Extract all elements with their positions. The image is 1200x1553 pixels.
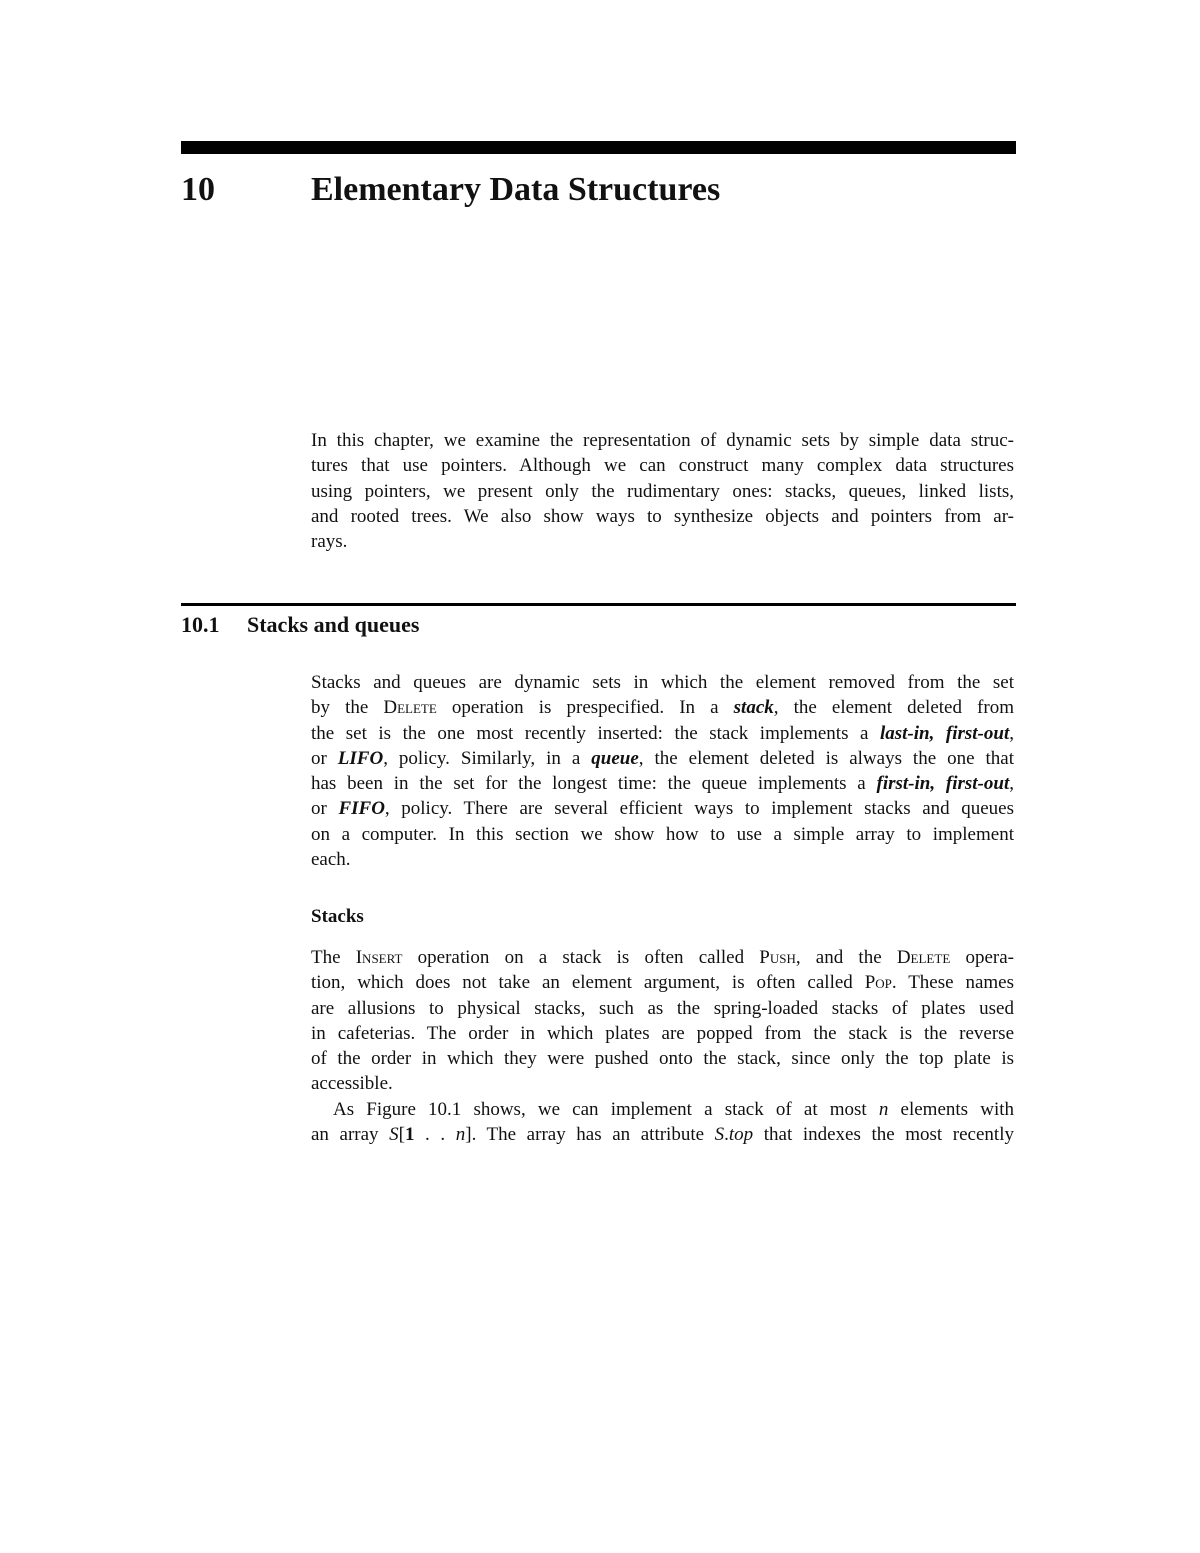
- paragraph-line: in cafeterias. The order in which plates are popped from the stack is the reverse: [311, 1022, 1014, 1044]
- paragraph-line: tion, which does not take an element argument, is often called Pop. These names: [311, 972, 1015, 994]
- array-S: S: [389, 1124, 399, 1146]
- delete-operation: Delete: [896, 947, 951, 968]
- chapter-top-rule: [181, 141, 1016, 154]
- subsection-title-stacks: Stacks: [311, 906, 364, 927]
- section-rule: [181, 603, 1016, 606]
- section-number: 10.1: [181, 612, 220, 637]
- term-first-in-first-out: first-in, first-out: [876, 773, 1010, 795]
- intro-line: using pointers, we present only the rudimentary ones: stacks, queues, linked lists,: [311, 480, 1014, 502]
- term-queue: queue: [591, 747, 639, 769]
- paragraph-line: are allusions to physical stacks, such as the spring-loaded stacks of plates used: [311, 997, 1014, 1019]
- paragraph-line: of the order in which they were pushed onto the stack, since only the top plate is: [311, 1048, 1014, 1070]
- term-last-in-first-out: last-in, first-out: [879, 722, 1010, 744]
- intro-line: rays.: [311, 531, 348, 553]
- paragraph-line: or FIFO, policy. There are several efficient ways to implement stacks and queues: [311, 798, 1015, 820]
- paragraph-line: or LIFO, policy. Similarly, in a queue, the element deleted is always the one that: [311, 747, 1014, 769]
- intro-line: and rooted trees. We also show ways to synthesize objects and pointers from ar-: [311, 505, 1014, 527]
- term-stack: stack: [733, 697, 774, 719]
- attribute-S-top: S.top: [714, 1124, 754, 1146]
- paragraph-line: As Figure 10.1 shows, we can implement a stack of at most n elements with: [333, 1098, 1014, 1120]
- pop-operation: Pop: [864, 972, 892, 994]
- paragraph-line: the set is the one most recently inserted: the stack implements a last-in, first-out,: [311, 722, 1014, 744]
- paragraph-line: accessible.: [311, 1073, 393, 1095]
- intro-line: In this chapter, we examine the representation of dynamic sets by simple data struc-: [311, 430, 1014, 451]
- chapter-number: 10: [181, 171, 215, 208]
- paragraph-line: each.: [311, 849, 351, 871]
- term-lifo: LIFO: [337, 747, 384, 769]
- chapter-title: Elementary Data Structures: [311, 171, 721, 208]
- stacks-paragraph-1: [311, 945, 1014, 1147]
- paragraph-line: by the Delete operation is prespecified. In a stack, the element deleted from: [311, 697, 1014, 719]
- variable-n: n: [878, 1098, 889, 1120]
- insert-operation: Insert: [355, 947, 403, 968]
- paragraph-line: an array S[1 . . n]. The array has an attribute S.top that indexes the most recently: [311, 1124, 1014, 1146]
- paragraph-line: has been in the set for the longest time: the queue implements a first-in, first-out,: [311, 773, 1014, 795]
- intro-paragraph: [311, 428, 1014, 554]
- push-operation: Push: [759, 947, 796, 968]
- section-title: Stacks and queues: [247, 612, 420, 637]
- paragraph-line: on a computer. In this section we show how to use a simple array to implement: [311, 823, 1014, 845]
- delete-operation: Delete: [383, 697, 437, 719]
- paragraph-line: Stacks and queues are dynamic sets in which the element removed from the set: [311, 672, 1014, 693]
- intro-line: tures that use pointers. Although we can construct many complex data structures: [311, 455, 1014, 477]
- term-fifo: FIFO: [338, 798, 385, 820]
- stacks-queues-paragraph: [311, 670, 1014, 872]
- paragraph-line: The Insert operation on a stack is often called Push, and the Delete opera-: [311, 947, 1014, 968]
